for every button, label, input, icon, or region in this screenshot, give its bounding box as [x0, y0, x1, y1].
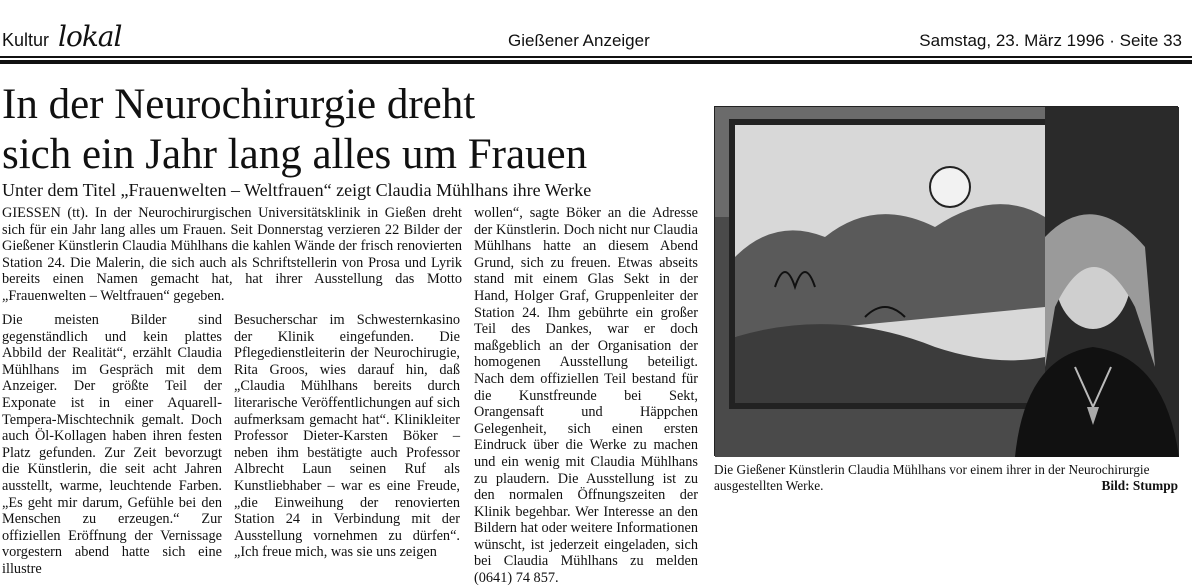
photo-illustration — [715, 107, 1179, 457]
article-lead: GIESSEN (tt). In der Neurochirurgischen Universitätsklinik in Gießen dreht sich für ein Jahr lang alles um Frauen. Seit Donnerstag verzieren 22 Bilder der Gießener Künstlerin Claudia Mühlhans die kahlen Wände der frisch renovierten Station 24. Die Malerin, die sich auch als Schriftstellerin von Prosa und Lyrik bereits einen Namen gemacht hat, hat ihrer Ausstellung das Motto „Frauenwelten – Weltfrauen“ gegeben. — [2, 205, 462, 304]
photo-caption: Die Gießener Künstlerin Claudia Mühlhans vor einem ihrer in der Neurochirurgie ausgestellten Werke. — [714, 462, 1150, 493]
masthead-rule-thin — [0, 56, 1192, 58]
section-script-label: lokal — [58, 20, 122, 53]
headline-line-2: sich ein Jahr lang alles um Frauen — [2, 131, 588, 178]
artist-photo — [714, 106, 1178, 456]
article-subhead: Unter dem Titel „Frauenwelten – Weltfrauen“ zeigt Claudia Mühlhans ihre Werke — [2, 180, 592, 200]
masthead — [0, 0, 1200, 62]
photo-credit: Bild: Stumpp — [1101, 478, 1178, 493]
newspaper-name: Gießener Anzeiger — [508, 31, 650, 50]
masthead-rule-thick — [0, 60, 1192, 64]
date-and-page: Samstag, 23. März 1996 · Seite 33 — [919, 31, 1182, 50]
article-column-3: wollen“, sagte Böker an die Adresse der Künstlerin. Doch nicht nur Claudia Mühlhans hatte an diesem Abend Grund, sich zu freuen. Etwas abseits stand mit einem Glas Sekt in der Hand, Holger Graf, Gruppenleiter der Station 24. Ihm gebührte ein großer Teil des Dankes, war er doch maßgeblich an der Organisation der homogenen Ausstellung beteiligt. Nach dem offiziellen Teil bestand für die Kunstfreunde bei Sekt, Orangensaft und Häppchen Gelegenheit, sich einen ersten Eindruck über die Werke zu machen und ein wenig mit Claudia Mühlhans zu plaudern. Die Ausstellung ist zu den normalen Öffnungszeiten der Klinik begehbar. Wer Interesse an den Bildern hat oder weitere Informationen wünscht, ist jederzeit eingeladen, sich bei Claudia Mühlhans zu melden (0641) 74 857. — [474, 205, 698, 587]
article-column-1: Die meisten Bilder sind gegenständlich und kein plattes Abbild der Realität“, erzählt Claudia Mühlhans im Gespräch mit dem Anzeiger. Der größte Teil der Exponate ist in einer Aquarell-Tempera-Mischtechnik gemalt. Doch auch Öl-Kollagen haben ihren festen Platz gefunden. Zur Zeit bevorzugt die Künstlerin, die seit acht Jahren ausstellt, warme, leuchtende Farben. „Es geht mir darum, Gefühle bei den Menschen zu erzeugen.“ Zur offiziellen Eröffnung der Vernissage vorgestern abend hatte sich eine illustre — [2, 312, 222, 577]
headline-line-1: In der Neurochirurgie dreht — [2, 81, 476, 128]
article-column-2: Besucherschar im Schwesternkasino der Klinik eingefunden. Die Pflegedienstleiterin der Neurochirugie, Rita Groos, wies darauf hin, daß „Claudia Mühlhans bereits durch literarische Veröffentlichungen auf sich aufmerksam gemacht hat“. Klinikleiter Professor Dieter-Karsten Böker – neben ihm bestätigte auch Professor Albrecht Laun seinen Ruf als Kunstliebhaber – war es eine Freude, „die Einweihung der renovierten Station 24 in Verbindung mit der Ausstellung vornehmen zu dürfen“. „Ich freue mich, was sie uns zeigen — [234, 312, 460, 561]
article-headline — [2, 80, 702, 180]
section-label: Kultur — [2, 30, 50, 50]
